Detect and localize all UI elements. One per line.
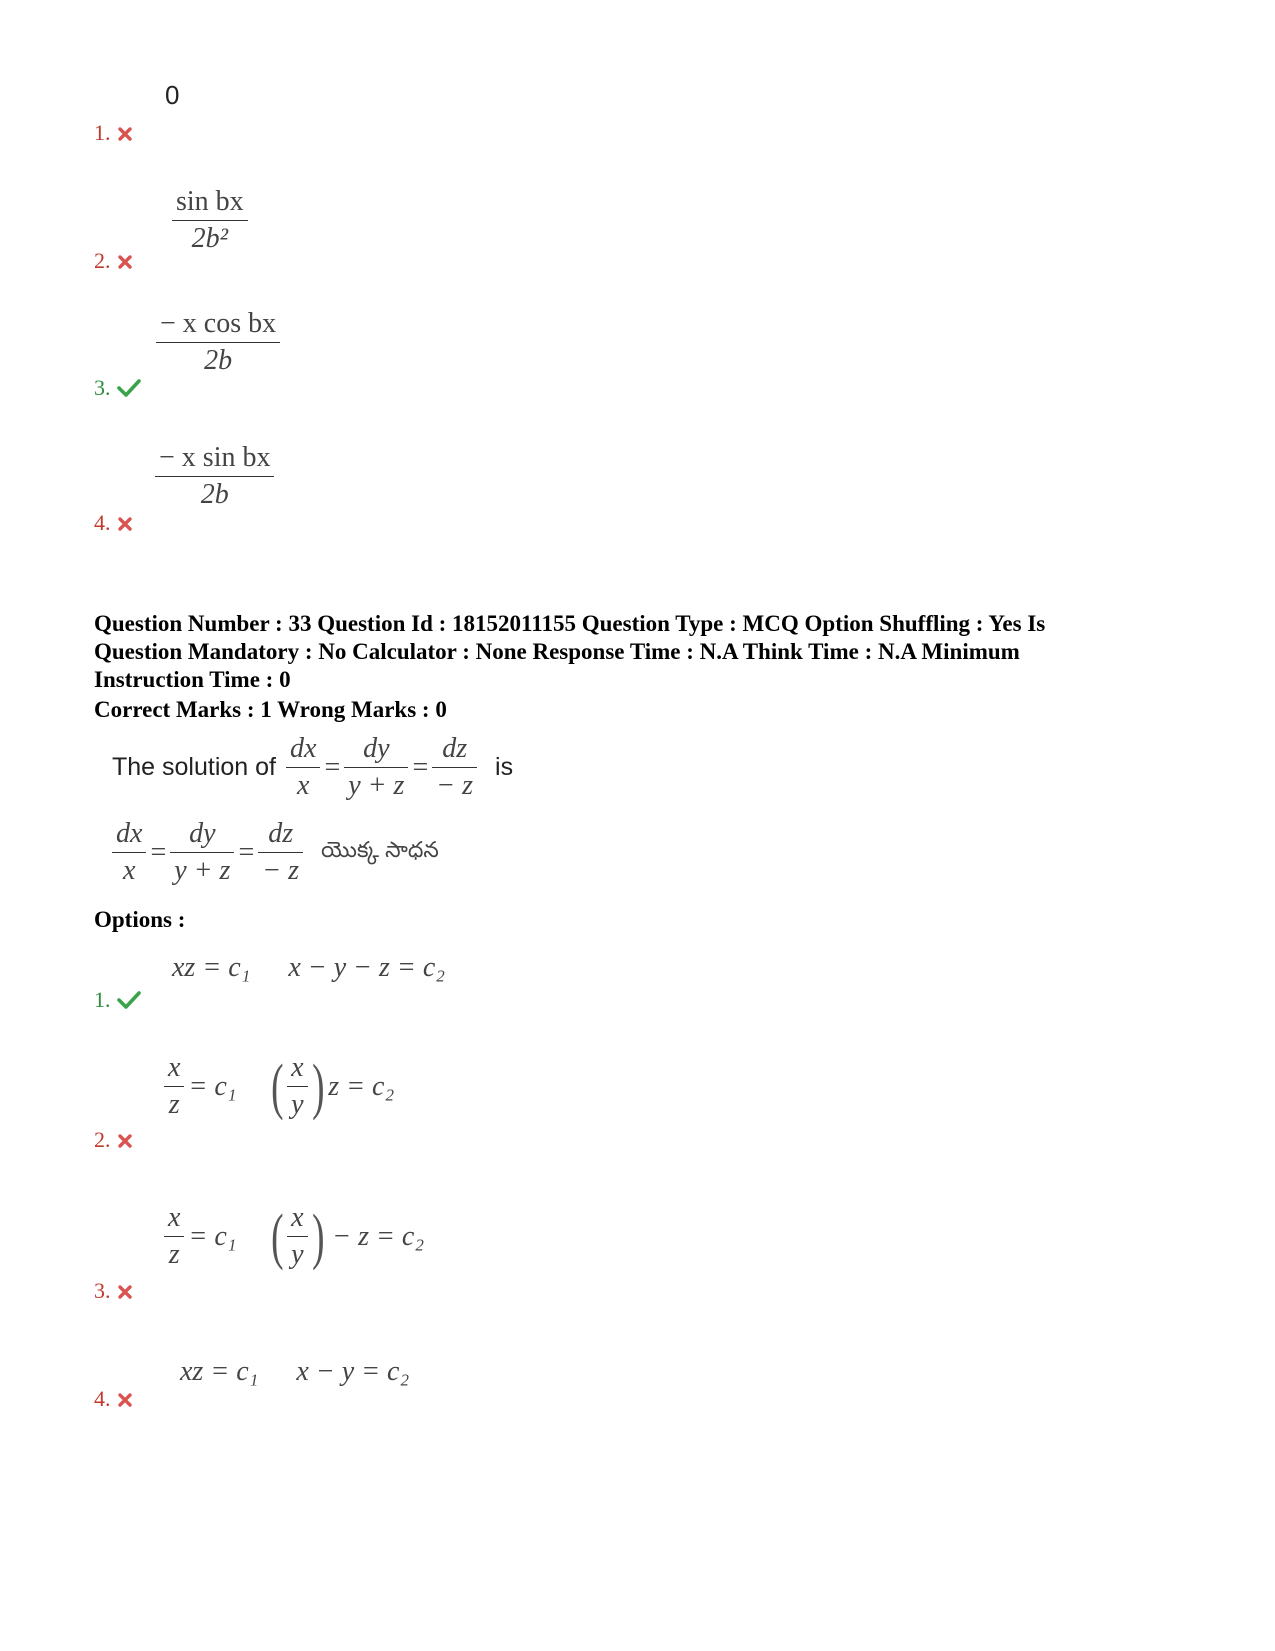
equation-en: $\frac{dx}{x}$ = $\frac{dy}{y + z}$ = $\frac{dz}{- z}$ <box>286 733 477 802</box>
prev-option-1-formula: 0 <box>165 80 180 110</box>
option-4-formula: xz = c₁ x − y = c₂ <box>180 1356 410 1387</box>
cross-icon <box>117 1388 133 1414</box>
question-marks: Correct Marks : 1 Wrong Marks : 0 <box>94 697 447 722</box>
cross-icon <box>117 1129 133 1155</box>
question-text-en: The solution of $\frac{dx}{x}$ = $\frac{dy}{y + z}$ = $\frac{dz}{- z}$ is <box>112 733 514 801</box>
options-label: Options : <box>94 907 186 932</box>
cross-icon <box>117 1280 133 1306</box>
prev-option-3-number: 3. <box>94 375 141 403</box>
prev-option-3-formula: $\frac{\text{− x cos bx}}{2b}$ <box>156 308 280 377</box>
option-3-number: 3. <box>94 1278 133 1306</box>
question-meta-line-3: Instruction Time : 0 <box>94 667 291 692</box>
prev-option-2-formula: $\frac{\text{sin bx}}{\text{2b²}}$ <box>172 186 248 255</box>
prev-option-1-number: 1. <box>94 120 133 148</box>
question-meta <box>94 610 1194 694</box>
question-meta-line-2: Question Mandatory : No Calculator : None Response Time : N.A Think Time : N.A Minimum <box>94 639 1020 664</box>
check-icon <box>117 989 141 1015</box>
option-1-formula: xz = c₁ x − y − z = c₂ <box>172 952 445 983</box>
equation-te: $\frac{dx}{x}$ = $\frac{dy}{y + z}$ = $\frac{dz}{- z}$ <box>112 818 303 887</box>
option-2-formula: $\frac{x}{z}$ = c₁ ( $\frac{x}{y}$ ) z = c₂ <box>164 1052 394 1121</box>
prev-option-4-number: 4. <box>94 510 133 538</box>
question-meta-line-1: Question Number : 33 Question Id : 18152011155 Question Type : MCQ Option Shuffling : Yes Is <box>94 611 1046 636</box>
cross-icon <box>117 122 133 148</box>
option-1-number: 1. <box>94 987 141 1015</box>
option-4-number: 4. <box>94 1386 133 1414</box>
cross-icon <box>117 512 133 538</box>
cross-icon <box>117 250 133 276</box>
question-text-te: $\frac{dx}{x}$ = $\frac{dy}{y + z}$ = $\frac{dz}{- z}$ యొక్క సాధన <box>112 818 439 887</box>
prev-option-4-formula: $\frac{\text{− x sin bx}}{2b}$ <box>155 442 274 511</box>
option-3-formula: $\frac{x}{z}$ = c₁ ( $\frac{x}{y}$ ) − z = c₂ <box>164 1202 424 1271</box>
check-icon <box>117 377 141 403</box>
option-2-number: 2. <box>94 1127 133 1155</box>
prev-option-2-number: 2. <box>94 248 133 276</box>
